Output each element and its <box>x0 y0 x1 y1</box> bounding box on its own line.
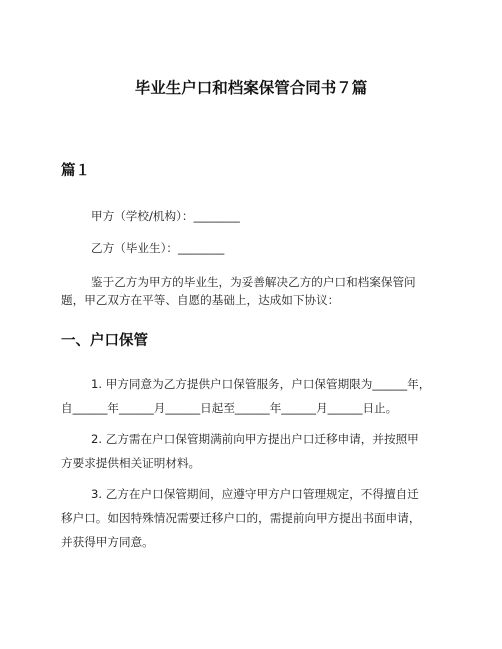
party-a-line: 甲方（学校/机构）：________ <box>91 209 240 223</box>
clause-2-line-2: 方要求提供相关证明材料。 <box>61 456 201 470</box>
party-b-line: 乙方（毕业生）：________ <box>91 241 225 255</box>
clause-3-line-1: 3. 乙方在户口保管期间，应遵守甲方户口管理规定，不得擅自迁 <box>91 487 419 501</box>
preamble-line-1: 鉴于乙方为甲方的毕业生，为妥善解决乙方的户口和档案保管问 <box>91 275 416 289</box>
part-heading: 篇１ <box>61 163 90 179</box>
clause-3-line-2: 移户口。如因特殊情况需要迁移户口的，需提前向甲方提出书面申请， <box>61 511 421 525</box>
clause-1-line-1: 1. 甲方同意为乙方提供户口保管服务，户口保管期限为______年， <box>91 377 431 391</box>
clause-1-line-2: 自______年______月______日起至______年______月______日止。 <box>61 401 398 415</box>
section-heading-hukou: 一、户口保管 <box>61 333 148 349</box>
clause-3-line-3: 并获得甲方同意。 <box>61 535 154 549</box>
document-title: 毕业生户口和档案保管合同书７篇 <box>134 79 368 97</box>
preamble-line-2: 题，甲乙双方在平等、自愿的基础上，达成如下协议： <box>61 293 340 307</box>
clause-2-line-1: 2. 乙方需在户口保管期满前向甲方提出户口迁移申请，并按照甲 <box>91 432 419 446</box>
